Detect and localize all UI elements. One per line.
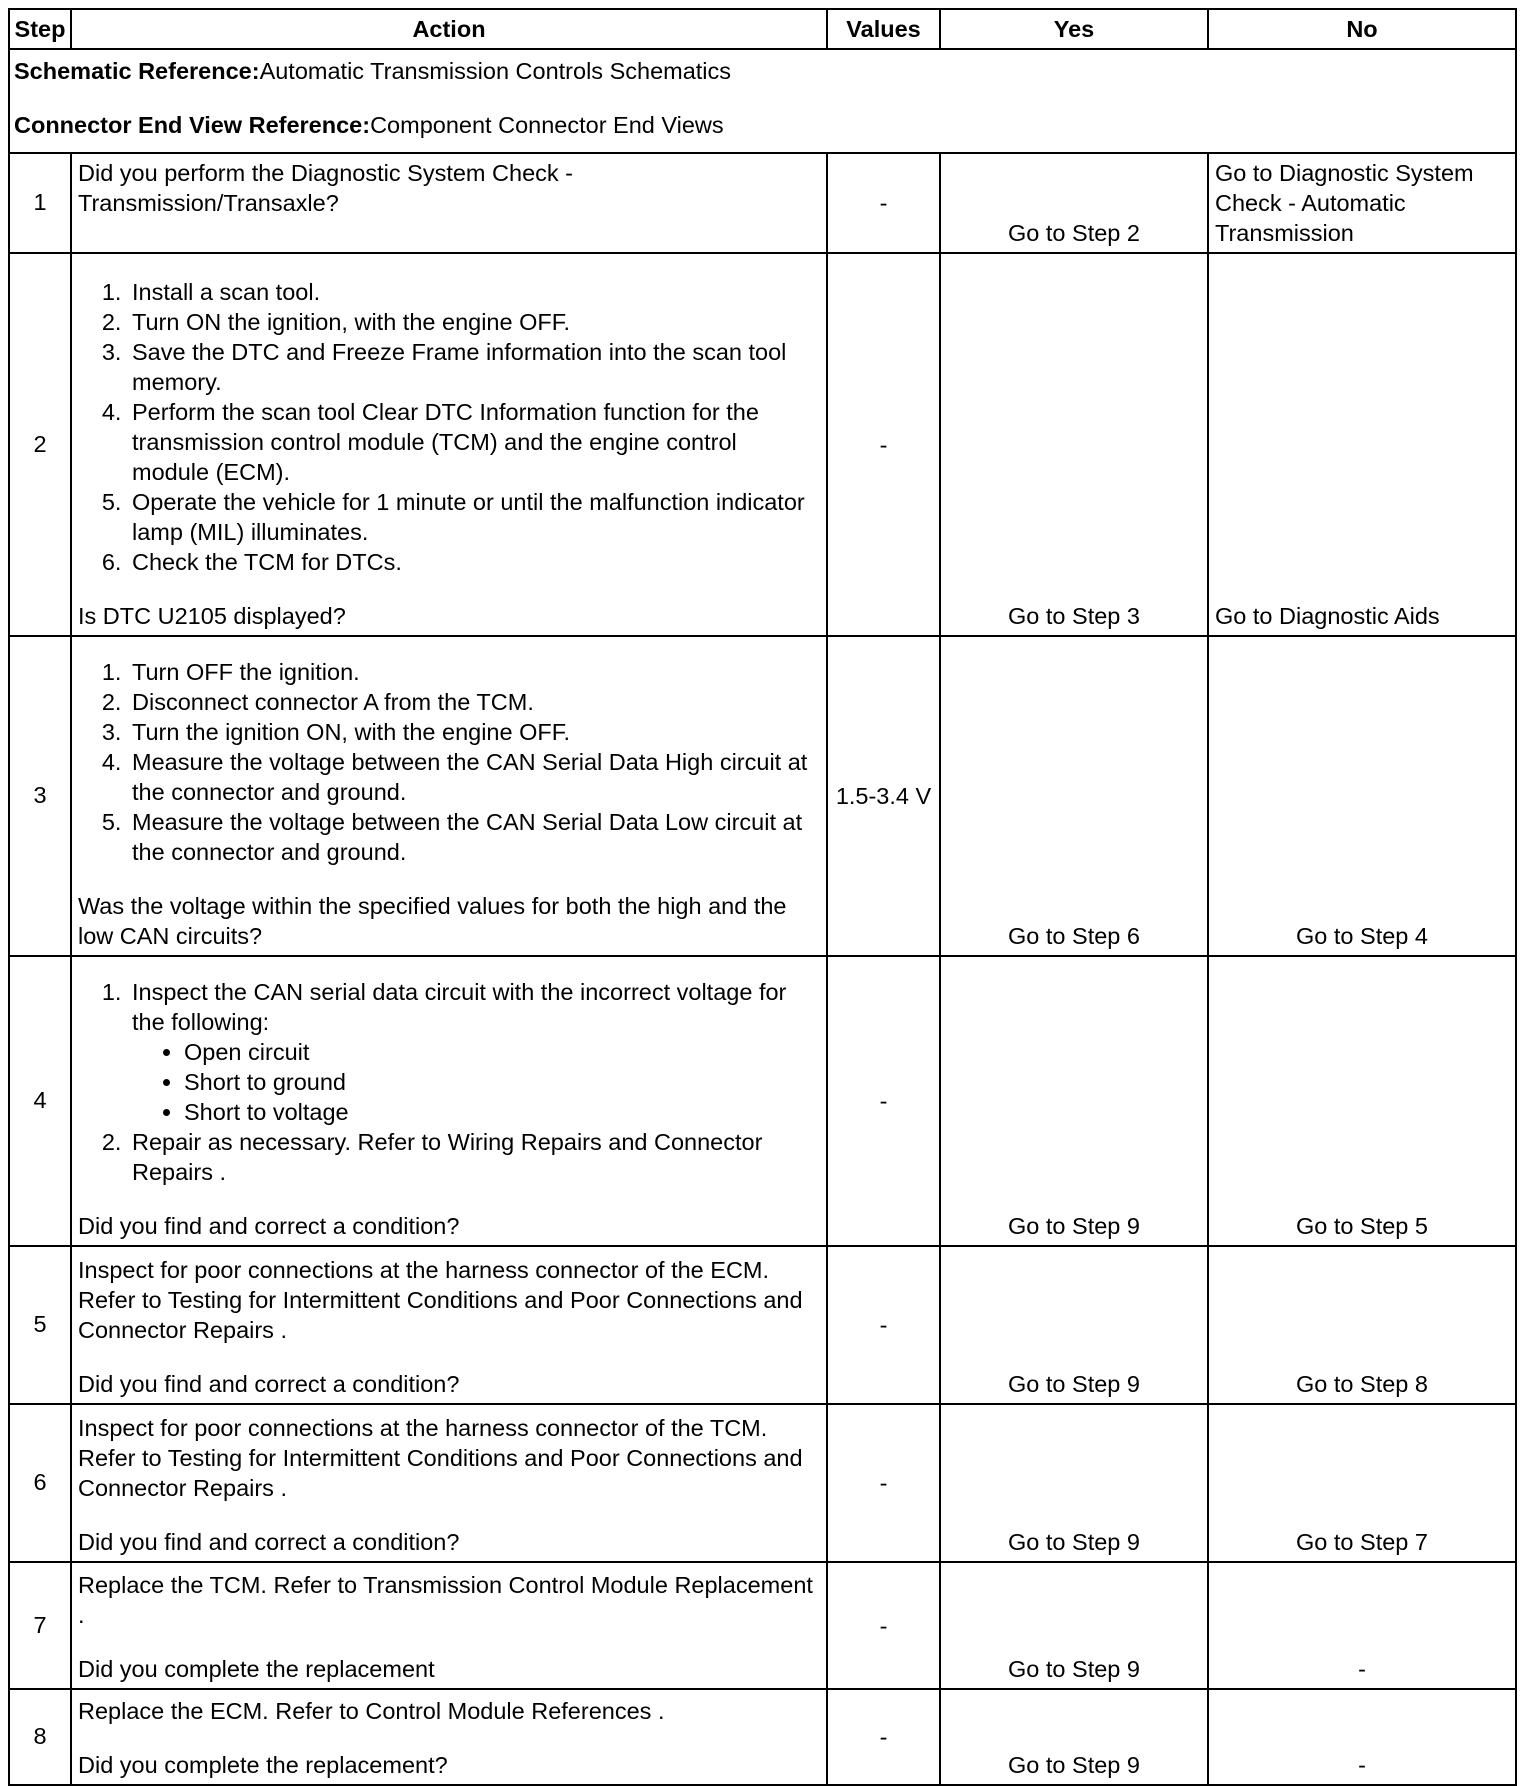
yes-cell: Go to Step 9 xyxy=(940,1562,1208,1689)
list-item: 1. Turn OFF the ignition. xyxy=(128,657,820,687)
list-item-text: Inspect the CAN serial data circuit with the incorrect voltage for the following: xyxy=(132,979,787,1035)
table-row-step-3 xyxy=(9,636,1516,956)
yes-cell: Go to Step 2 xyxy=(940,153,1208,253)
action-text: Did you perform the Diagnostic System Check - Transmission/Transaxle? xyxy=(78,160,573,216)
no-cell: Go to Step 7 xyxy=(1208,1404,1516,1562)
step-number: 7 xyxy=(9,1562,71,1689)
action-cell xyxy=(71,1562,827,1689)
bullet-list xyxy=(132,1037,820,1127)
action-cell xyxy=(71,253,827,636)
table-row-step-7 xyxy=(9,1562,1516,1689)
yes-cell: Go to Step 9 xyxy=(940,956,1208,1246)
yes-cell: Go to Step 6 xyxy=(940,636,1208,956)
action-cell xyxy=(71,153,827,253)
list-item: 5. Operate the vehicle for 1 minute or until the malfunction indicator lamp (MIL) illuminates. xyxy=(128,487,820,547)
values-cell: - xyxy=(827,153,940,253)
action-question: Did you complete the replacement xyxy=(78,1656,435,1682)
action-text: Inspect for poor connections at the harness connector of the ECM. Refer to Testing for Intermittent Conditions and Poor Connections and Connector Repairs . xyxy=(78,1257,803,1343)
action-question: Is DTC U2105 displayed? xyxy=(78,603,346,629)
list-item: 6. Check the TCM for DTCs. xyxy=(128,547,820,577)
header-action: Action xyxy=(71,9,827,49)
action-text: Replace the TCM. Refer to Transmission Control Module Replacement . xyxy=(78,1572,813,1628)
bullet-item: • Open circuit xyxy=(184,1037,820,1067)
header-values: Values xyxy=(827,9,940,49)
header-step: Step xyxy=(9,9,71,49)
action-cell xyxy=(71,1404,827,1562)
list-item: 5. Measure the voltage between the CAN Serial Data Low circuit at the connector and ground. xyxy=(128,807,820,867)
diagnostic-table xyxy=(8,8,1517,1786)
no-cell: Go to Diagnostic Aids xyxy=(1208,253,1516,636)
table-row-step-5 xyxy=(9,1246,1516,1404)
action-steps-list xyxy=(78,977,820,1187)
step-number: 1 xyxy=(9,153,71,253)
table-row-step-4 xyxy=(9,956,1516,1246)
yes-cell: Go to Step 9 xyxy=(940,1246,1208,1404)
step-number: 6 xyxy=(9,1404,71,1562)
no-cell: Go to Diagnostic System Check - Automatic Transmission xyxy=(1208,153,1516,253)
table-row-step-2 xyxy=(9,253,1516,636)
table-row-step-8 xyxy=(9,1689,1516,1785)
schematic-reference xyxy=(14,56,1511,86)
values-cell: - xyxy=(827,1562,940,1689)
values-cell: - xyxy=(827,1404,940,1562)
action-cell xyxy=(71,1689,827,1785)
list-item: 4. Perform the scan tool Clear DTC Information function for the transmission control module (TCM) and the engine control module (ECM). xyxy=(128,397,820,487)
connector-reference xyxy=(14,110,1511,140)
action-question: Did you complete the replacement? xyxy=(78,1752,448,1778)
list-item xyxy=(128,977,820,1127)
values-cell: - xyxy=(827,1689,940,1785)
connector-reference-label: Connector End View Reference: xyxy=(14,112,371,138)
yes-cell: Go to Step 3 xyxy=(940,253,1208,636)
values-cell: - xyxy=(827,1246,940,1404)
yes-cell: Go to Step 9 xyxy=(940,1689,1208,1785)
step-number: 5 xyxy=(9,1246,71,1404)
header-yes: Yes xyxy=(940,9,1208,49)
action-question: Did you find and correct a condition? xyxy=(78,1213,460,1239)
action-question: Did you find and correct a condition? xyxy=(78,1529,460,1555)
list-item: 3. Turn the ignition ON, with the engine OFF. xyxy=(128,717,820,747)
bullet-item: • Short to ground xyxy=(184,1067,820,1097)
step-number: 2 xyxy=(9,253,71,636)
schematic-reference-link: Automatic Transmission Controls Schematics xyxy=(259,58,732,84)
step-number: 8 xyxy=(9,1689,71,1785)
header-row xyxy=(9,9,1516,49)
step-number: 3 xyxy=(9,636,71,956)
action-question: Did you find and correct a condition? xyxy=(78,1371,460,1397)
list-item: 2. Repair as necessary. Refer to Wiring Repairs and Connector Repairs . xyxy=(128,1127,820,1187)
action-cell xyxy=(71,636,827,956)
bullet-item: • Short to voltage xyxy=(184,1097,820,1127)
list-item: 4. Measure the voltage between the CAN Serial Data High circuit at the connector and ground. xyxy=(128,747,820,807)
no-cell: - xyxy=(1208,1689,1516,1785)
action-text: Replace the ECM. Refer to Control Module References . xyxy=(78,1698,665,1724)
no-cell: Go to Step 4 xyxy=(1208,636,1516,956)
schematic-reference-label: Schematic Reference: xyxy=(14,58,260,84)
table-row-step-6 xyxy=(9,1404,1516,1562)
values-cell: 1.5-3.4 V xyxy=(827,636,940,956)
yes-cell: Go to Step 9 xyxy=(940,1404,1208,1562)
action-cell xyxy=(71,956,827,1246)
action-text: Inspect for poor connections at the harness connector of the TCM. Refer to Testing for Intermittent Conditions and Poor Connections and Connector Repairs . xyxy=(78,1415,803,1501)
values-cell: - xyxy=(827,253,940,636)
reference-row xyxy=(9,49,1516,153)
connector-reference-link: Component Connector End Views xyxy=(370,112,724,138)
no-cell: Go to Step 5 xyxy=(1208,956,1516,1246)
action-steps-list xyxy=(78,277,820,577)
no-cell: Go to Step 8 xyxy=(1208,1246,1516,1404)
action-cell xyxy=(71,1246,827,1404)
table-row-step-1 xyxy=(9,153,1516,253)
list-item: 2. Turn ON the ignition, with the engine OFF. xyxy=(128,307,820,337)
values-cell: - xyxy=(827,956,940,1246)
reference-cell xyxy=(9,49,1516,153)
header-no: No xyxy=(1208,9,1516,49)
action-steps-list xyxy=(78,657,820,867)
list-item: 2. Disconnect connector A from the TCM. xyxy=(128,687,820,717)
step-number: 4 xyxy=(9,956,71,1246)
no-cell: - xyxy=(1208,1562,1516,1689)
list-item: 1. Install a scan tool. xyxy=(128,277,820,307)
action-question: Was the voltage within the specified values for both the high and the low CAN circuits? xyxy=(78,893,787,949)
list-item: 3. Save the DTC and Freeze Frame information into the scan tool memory. xyxy=(128,337,820,397)
